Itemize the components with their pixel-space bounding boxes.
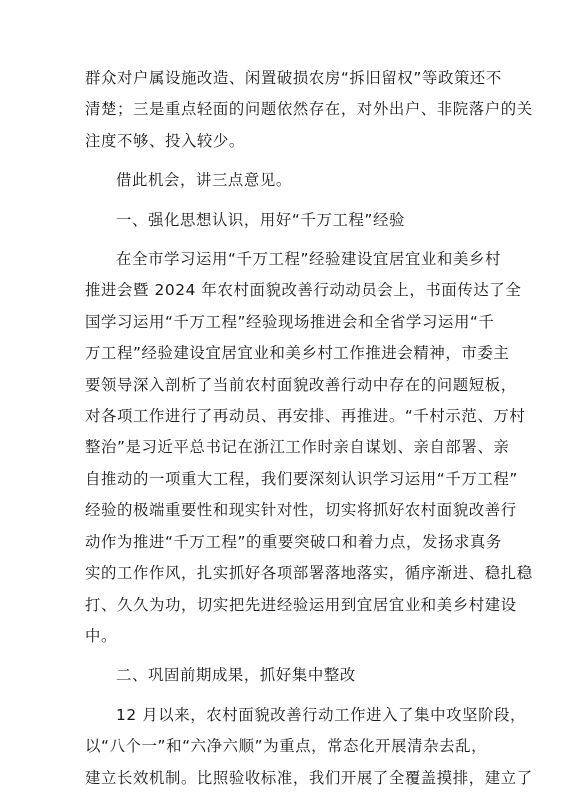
text-line: 借此机会，讲三点意见。 — [116, 171, 292, 190]
section-heading-1: 一、强化思想认识，用好“千万工程”经验 — [116, 210, 405, 229]
paragraph-3 — [85, 244, 533, 652]
text-line: 推进会暨 2024 年农村面貌改善行动动员会上，书面传达了全 — [85, 281, 522, 300]
text-line: 以“八个一”和“六净六顺”为重点，常态化开展清杂去乱， — [85, 737, 488, 756]
text-line: 中。 — [85, 626, 117, 645]
text-line: 国学习运用“千万工程”经验现场推进会和全省学习运用“千 — [85, 312, 495, 331]
paragraph-2 — [85, 165, 505, 196]
text-line: 打、久久为功，切实把先进经验运用到宜居宜业和美乡村建设 — [85, 595, 517, 614]
section-heading-2: 二、巩固前期成果，抓好集中整改 — [116, 666, 356, 685]
text-line: 清楚；三是重点轻面的问题依然存在，对外出户、非院落户的关 — [85, 100, 533, 119]
text-line: 经验的极端重要性和现实针对性，切实将抓好农村面貌改善行 — [85, 501, 517, 520]
text-line: 注度不够、投入较少。 — [85, 131, 245, 150]
text-line: 要领导深入剖析了当前农村面貌改善行动中存在的问题短板， — [85, 375, 517, 394]
text-line: 对各项工作进行了再动员、再安排、再推进。“千村示范、万村 — [85, 407, 526, 426]
text-line: 实的工作作风，扎实抓好各项部署落地落实，循序渐进、稳扎稳 — [85, 564, 533, 583]
text-line: 整治”是习近平总书记在浙江工作时亲自谋划、亲自部署、亲 — [85, 438, 510, 457]
text-line: 自推动的一项重大工程，我们要深刻认识学习运用“千万工程” — [85, 469, 518, 488]
document-body — [85, 63, 533, 802]
text-line: 建立长效机制。比照验收标准，我们开展了全覆盖摸排，建立了 — [85, 768, 533, 787]
text-line: 动作为推进“千万工程”的重要突破口和着力点，发扬求真务 — [85, 532, 502, 551]
paragraph-4 — [85, 700, 533, 794]
text-line: 12 月以来，农村面貌改善行动工作进入了集中攻坚阶段， — [116, 705, 527, 724]
text-line: 万工程”经验建设宜居宜业和美乡村工作推进会精神，市委主 — [85, 344, 510, 363]
paragraph-1 — [85, 63, 533, 157]
text-line: 群众对户属设施改造、闲置破损农房“拆旧留权”等政策还不 — [85, 69, 502, 87]
text-line: 在全市学习运用“千万工程”经验建设宜居宜业和美乡村 — [116, 250, 501, 269]
